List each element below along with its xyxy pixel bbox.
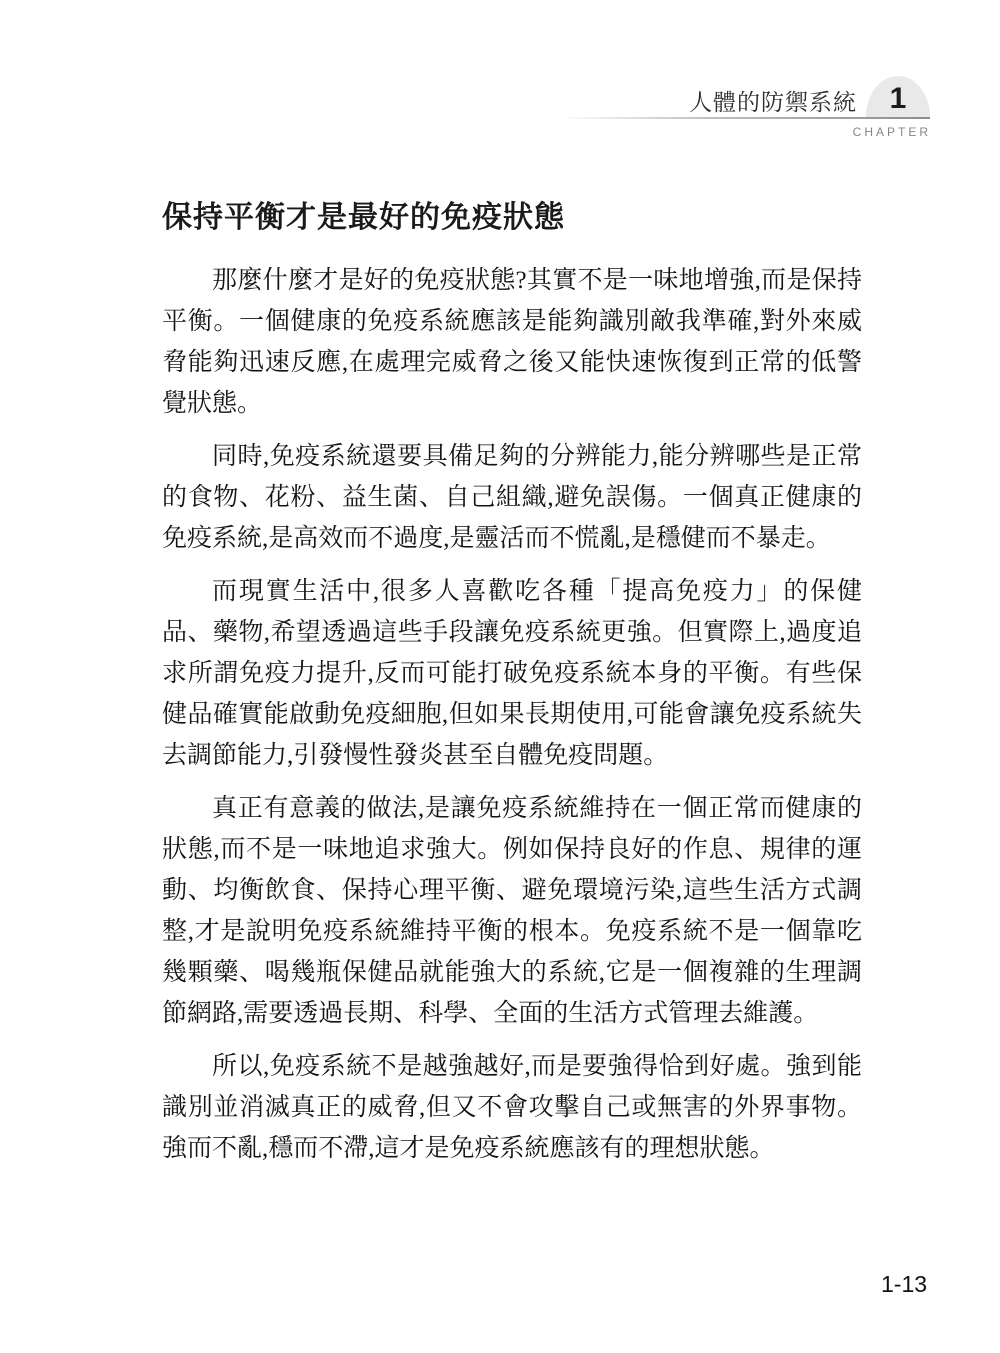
page-number: 1-13 <box>881 1271 928 1297</box>
body-paragraph: 那麼什麼才是好的免疫狀態?其實不是一味地增強,而是保持平衡。一個健康的免疫系統應該是能夠識別敵我準確,對外來威脅能夠迅速反應,在處理完威脅之後又能快速恢復到正常的低警覺狀態。 <box>162 267 862 417</box>
body-paragraph: 而現實生活中,很多人喜歡吃各種「提高免疫力」的保健品、藥物,希望透過這些手段讓免疫系統更強。但實際上,過度追求所謂免疫力提升,反而可能打破免疫系統本身的平衡。有些保健品確實能啟動免疫細胞,但如果長期使用,可能會讓免疫系統失去調節能力,引發慢性發炎甚至自體免疫問題。 <box>162 578 862 769</box>
chapter-number-badge <box>866 76 930 117</box>
body-paragraph: 真正有意義的做法,是讓免疫系統維持在一個正常而健康的狀態,而不是一味地追求強大。例如保持良好的作息、規律的運動、均衡飲食、保持心理平衡、避免環境污染,這些生活方式調整,才是說明免疫系統維持平衡的根本。免疫系統不是一個靠吃幾顆藥、喝幾瓶保健品就能強大的系統,它是一個複雜的生理調節網路,需要透過長期、科學、全面的生活方式管理去維護。 <box>162 795 862 1027</box>
chapter-label: CHAPTER <box>852 125 931 139</box>
header-divider <box>558 117 930 119</box>
body-paragraph: 所以,免疫系統不是越強越好,而是要強得恰到好處。強到能識別並消滅真正的威脅,但又不會攻擊自己或無害的外界事物。強而不亂,穩而不滯,這才是免疫系統應該有的理想狀態。 <box>162 1053 862 1162</box>
chapter-number: 1 <box>889 82 907 115</box>
page-content <box>162 198 862 1181</box>
section-title: 保持平衡才是最好的免疫狀態 <box>162 201 565 234</box>
running-header-title: 人體的防禦系統 <box>689 89 857 115</box>
body-paragraph: 同時,免疫系統還要具備足夠的分辨能力,能分辨哪些是正常的食物、花粉、益生菌、自己組織,避免誤傷。一個真正健康的免疫系統,是高效而不過度,是靈活而不慌亂,是穩健而不暴走。 <box>162 443 862 552</box>
